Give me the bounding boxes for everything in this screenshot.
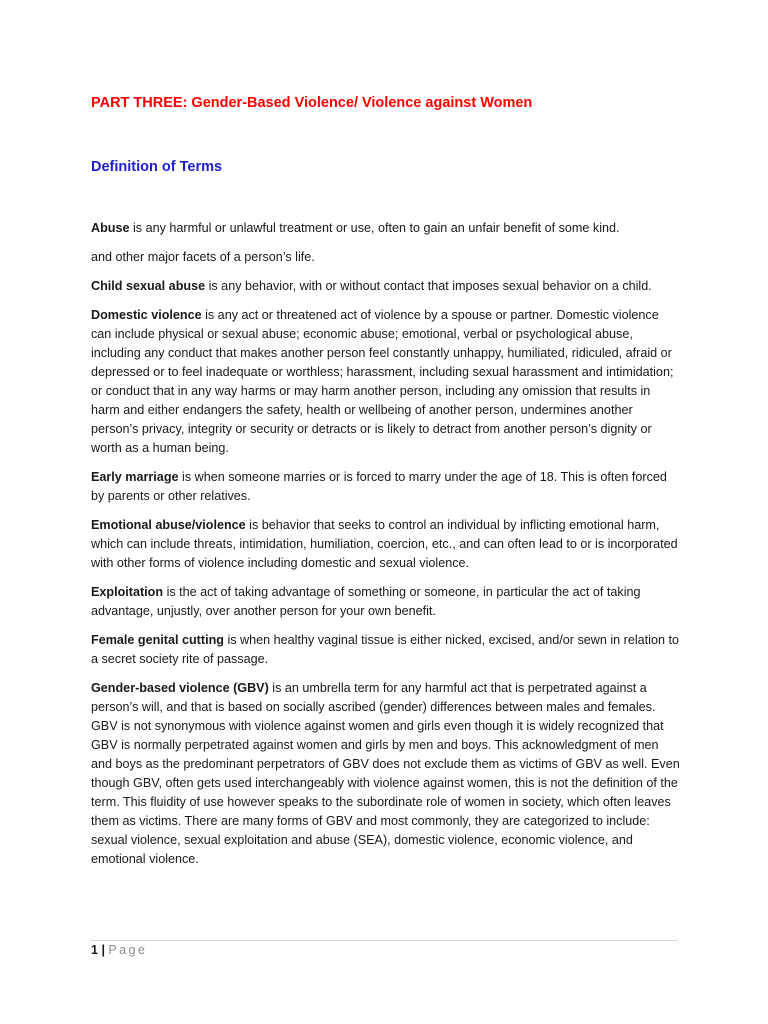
definition-early-marriage — [91, 468, 681, 506]
definition-child-sexual-abuse — [91, 277, 681, 296]
term: Exploitation — [91, 585, 164, 599]
page-label: Page — [108, 943, 148, 957]
term: Early marriage — [91, 470, 179, 484]
term: Emotional abuse/violence — [91, 518, 246, 532]
definition-text: and other major facets of a person’s life. — [91, 250, 315, 264]
term: Abuse — [91, 221, 130, 235]
page-number: 1 — [91, 943, 98, 957]
definition-text: is an umbrella term for any harmful act that is perpetrated against a person’s will, and that is based on socially ascribed (gender) differences between males and females. GBV is not synonymous with violence against women and girls even though it is widely recognized that GBV is normally perpetrated against women and girls by men and boys. This acknowledgment of men and boys as the predominant perpetrators of GBV does not exclude them as victims of GBV as well. Even though GBV, often gets used interchangeably with violence against women, this is not the definition of the term. This fluidity of use however speaks to the subordinate role of women in society, which often leaves them as victims. There are many forms of GBV and most commonly, they are categorized to include: sexual violence, sexual exploitation and abuse (SEA), domestic violence, economic violence, and emotional violence. — [91, 681, 680, 866]
definition-text: is any behavior, with or without contact that imposes sexual behavior on a child. — [205, 279, 652, 293]
definitions-body — [91, 219, 681, 879]
definition-exploitation — [91, 583, 681, 621]
definition-domestic-violence — [91, 306, 681, 458]
definition-female-genital-cutting — [91, 631, 681, 669]
term: Gender-based violence (GBV) — [91, 681, 269, 695]
footer-divider — [90, 940, 678, 941]
definition-fragment — [91, 248, 681, 267]
definition-text: is any harmful or unlawful treatment or use, often to gain an unfair benefit of some kind. — [129, 221, 620, 235]
definition-text: is any act or threatened act of violence by a spouse or partner. Domestic violence can include physical or sexual abuse; economic abuse; emotional, verbal or psychological abuse, including any conduct that makes another person feel constantly unhappy, humiliated, ridiculed, afraid or depressed or to feel inadequate or worthless; harassment, including sexual harassment and intimidation; or conduct that in any way harms or may harm another person, including any omission that results in harm and either endangers the safety, health or wellbeing of another person, undermines another person’s privacy, integrity or security or detracts or is likely to detract from another person’s dignity or worth as a human being. — [91, 308, 674, 455]
definition-text: is when healthy vaginal tissue is either nicked, excised, and/or sewn in relation to a secret society rite of passage. — [91, 633, 679, 666]
definition-abuse — [91, 219, 681, 238]
term: Child sexual abuse — [91, 279, 206, 293]
term: Female genital cutting — [91, 633, 224, 647]
section-title: Definition of Terms — [91, 159, 223, 175]
definition-text: is when someone marries or is forced to marry under the age of 18. This is often forced by parents or other relatives. — [91, 470, 667, 503]
part-title: PART THREE: Gender-Based Violence/ Violence against Women — [91, 95, 533, 111]
definition-text: is the act of taking advantage of something or someone, in particular the act of taking advantage, unjustly, over another person for your own benefit. — [91, 585, 641, 618]
definition-emotional-abuse — [91, 516, 681, 573]
page-separator: | — [101, 943, 105, 957]
definition-text: is behavior that seeks to control an individual by inflicting emotional harm, which can include threats, intimidation, humiliation, coercion, etc., and can often lead to or is incorporated with other forms of violence including domestic and sexual violence. — [91, 518, 678, 570]
definition-gender-based-violence — [91, 679, 681, 869]
term: Domestic violence — [91, 308, 202, 322]
page-footer — [91, 943, 147, 957]
